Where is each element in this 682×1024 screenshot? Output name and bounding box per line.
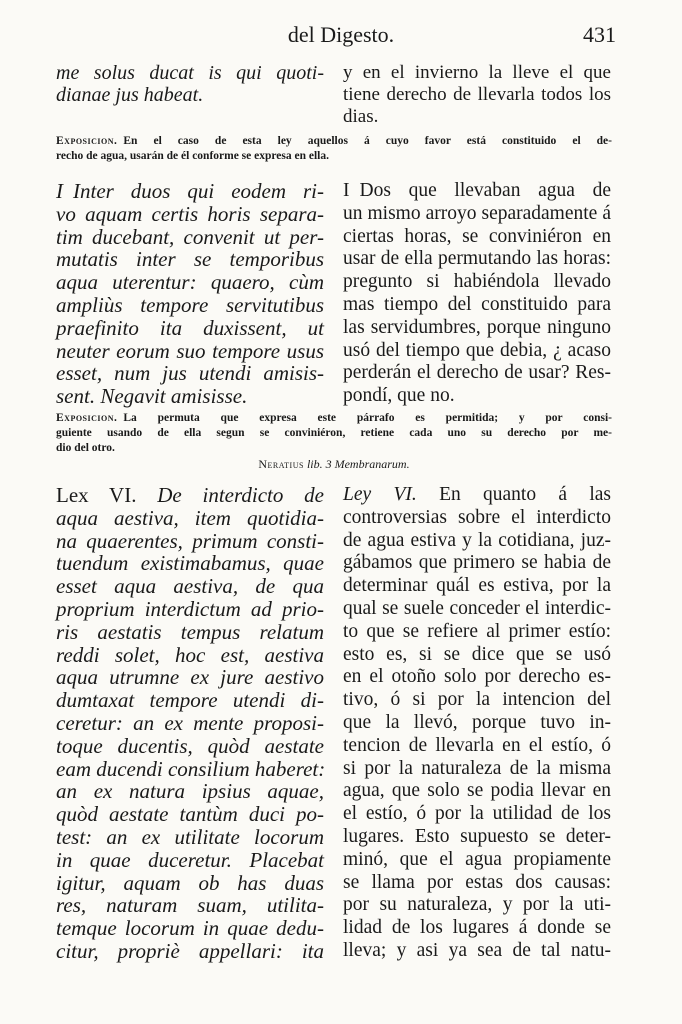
latin-line: an ex natura ipsius aquae,	[56, 779, 324, 804]
spanish-line: tivo, ó si por la intencion del	[343, 689, 611, 711]
latin-line: vo aquam certis horis separa-	[56, 201, 324, 226]
latin-column-lex-6	[56, 484, 324, 963]
latin-text	[56, 62, 324, 106]
spanish-line: de agua estiva y la cotidiana, juz-	[343, 529, 611, 551]
spanish-line: en el otoño solo por derecho es-	[343, 666, 611, 688]
latin-line: tuendum existimabamus, quae	[56, 551, 324, 576]
spanish-line: lleva; y asi ya sea de tal natu-	[343, 939, 611, 961]
spanish-line: pregunto si habiéndola llevado	[343, 271, 611, 293]
latin-line: toque ducentis, quòd aestate	[56, 733, 324, 758]
latin-line: ris aestatis tempus relatum	[56, 619, 324, 644]
exposicion-label: Exposicion.	[56, 412, 118, 424]
latin-line: proprium interdictum ad prio-	[56, 596, 324, 621]
latin-line: citur, propriè appellari: ita	[56, 938, 324, 963]
spanish-line: se llama por estas dos causas:	[343, 871, 611, 893]
spanish-line: mas tiempo del constituido para	[343, 293, 611, 315]
law-heading: Ley VI.	[343, 484, 417, 505]
spanish-line: controversias sobre el interdicto	[343, 506, 611, 528]
latin-line: aqua uterentur: quaero, cùm	[56, 270, 324, 295]
latin-line: praefinito ita duxissent, ut	[56, 315, 324, 340]
law-heading: Lex VI.	[56, 483, 137, 507]
spanish-line: to que se refiere al primer estío:	[343, 620, 611, 642]
spanish-line: minó, que el agua propiamente	[343, 848, 611, 870]
latin-line: aqua aestiva, item quotidia-	[56, 505, 324, 530]
paragraph-number: I	[343, 180, 350, 201]
spanish-text	[343, 62, 611, 129]
latin-line: na quaerentes, primum consti-	[56, 528, 324, 553]
exposicion-text: En el caso de esta ley aquellos á cuyo favor está constituido el de-	[123, 135, 612, 147]
latin-line: in quae duceretur. Placebat	[56, 847, 324, 872]
exposicion-note	[56, 411, 612, 456]
citation-work: lib. 3 Membranarum.	[306, 457, 410, 471]
latin-text: I Inter duos qui eodem ri- vo aquam certis horis separa- tim ducebant, convenit ut per- mutatis inter se temporibus aqua uterentur: quaero, cùm ampliùs tempore servitutibus praefinito ita duxissent, ut neuter eorum suo tempore usus esset, num jus utendi amisis- sent. Negavit amisisse.	[56, 179, 324, 409]
spanish-line: y en el invierno la lleve el que	[343, 62, 611, 83]
latin-column-top	[56, 62, 324, 106]
latin-line: test: an ex utilitate locorum	[56, 824, 324, 849]
latin-line: me solus ducat is qui quoti-	[56, 62, 324, 84]
spanish-line: que la llevó, porque tuvo in-	[343, 711, 611, 733]
latin-line: aqua utrumne ex jure aestivo	[56, 665, 324, 690]
latin-line: sent. Negavit amisisse.	[56, 384, 248, 409]
exposicion-text: La permuta que expresa este párrafo es permitida; y por consi-	[123, 412, 612, 424]
spanish-text: Ley VI. En quanto á las controversias sobre el interdicto de agua estiva y la cotidiana, juz- gábamos que primero se habia de determinar quál es estiva, por la qual se suele conceder el interdic- to que se refiere al primer estío: esto es, si se dice que se usó en el otoño solo por derecho es- tivo, ó si por la intencion del que la llevó, porque tuvo in- tencion de llevarla en el estío, ó si por la naturaleza de la misma agua, que solo se podia llevar en el estío, ó por la utilidad de los lugares. Esto supuesto se deter- minó, que el agua propiamente se llama por estas dos causas: por su naturaleza, y por la uti- lidad de los lugares á donde se lleva; y asi ya sea de tal natu-	[343, 484, 612, 961]
latin-line: igitur, aquam ob has duas	[56, 870, 324, 895]
latin-line: dumtaxat tempore utendi di-	[56, 688, 324, 713]
spanish-line: ciertas horas, se conviniéron en	[343, 225, 611, 247]
latin-line: res, naturam suam, utilita-	[56, 893, 324, 918]
spanish-line: lugares. Esto supuesto se deter-	[343, 825, 611, 847]
spanish-line: tencion de llevarla en el estío, ó	[343, 734, 611, 756]
latin-line: temque locorum in quae dedu-	[56, 916, 324, 941]
latin-line: dianae jus habeat.	[56, 84, 204, 107]
spanish-line: lidad de los lugares á donde se	[343, 917, 611, 939]
spanish-line: tiene derecho de llevarla todos los	[343, 84, 611, 106]
latin-text: Lex VI. De interdicto de aqua aestiva, item quotidia- na quaerentes, primum consti- tuendum existimabamus, quae esset aqua aestiva, de qua proprium interdictum ad prio- ris aestatis tempus relatum reddi solet, hoc est, aestiva aqua utrumne ex jure aestivo dumtaxat tempore utendi di- ceretur: an ex mente proposi- toque ducentis, quòd aestate eam ducendi consilium haberet: an ex natura ipsius aquae, quòd aestate tantùm duci po- test: an ex utilitate locorum in quae duceretur. Placebat igitur, aquam ob has duas res, naturam suam, utilita- temque locorum in quae dedu- citur, propriè appellari: ita	[56, 483, 326, 963]
exposicion-note	[56, 134, 612, 164]
spanish-column-section-1	[343, 180, 611, 408]
latin-line: mutatis inter se temporibus	[56, 247, 324, 272]
spanish-line: esto es, si se dice que se usó	[343, 643, 611, 665]
exposicion-text: guiente usando de ella segun se conviniéron, retiene cada uno su derecho por me-	[56, 427, 612, 439]
spanish-line: agua, que solo se podia llevar en	[343, 780, 611, 802]
spanish-line: el estío, ó por la utilidad de los	[343, 803, 611, 825]
spanish-text: I Dos que llevaban agua de un mismo arroyo separadamente á ciertas horas, se conviniéron en usar de ella permutando las horas: pregunto si habiéndola llevado mas tiempo del constituido para las servidumbres, porque ninguno usó del tiempo que debia, ¿ acaso perderán el derecho de usar? Res- pondí, que no.	[343, 180, 611, 407]
page-number: 431	[583, 22, 616, 47]
citation-author: Neratius	[258, 457, 304, 471]
spanish-line: un mismo arroyo separadamente á	[343, 202, 611, 224]
latin-line: tim ducebant, convenit ut per-	[56, 224, 324, 249]
spanish-line: si por la naturaleza de la misma	[343, 757, 611, 779]
spanish-line: las servidumbres, porque ninguno	[343, 316, 611, 338]
latin-line: esset, num jus utendi amisis-	[56, 361, 324, 386]
running-title: del Digesto.	[287, 22, 395, 47]
spanish-line: dias.	[343, 106, 379, 128]
latin-line: eam ducendi consilium haberet:	[56, 756, 326, 781]
paragraph-number: I	[56, 179, 63, 203]
exposicion-text: dio del otro.	[56, 442, 115, 454]
exposicion-label: Exposicion.	[56, 135, 118, 147]
latin-line: neuter eorum suo tempore usus	[56, 338, 324, 363]
latin-column-section-1	[56, 180, 324, 408]
spanish-line: pondí, que no.	[343, 385, 455, 407]
latin-line: esset aqua aestiva, de qua	[56, 574, 324, 599]
latin-line: reddi solet, hoc est, aestiva	[56, 642, 324, 667]
source-citation	[56, 457, 612, 472]
spanish-line: usar de ella permutando las horas:	[343, 248, 611, 270]
spanish-line: perderán el derecho de usar? Res-	[343, 362, 611, 384]
spanish-line: usó del tiempo que debia, ¿ acaso	[343, 339, 611, 361]
spanish-line: determinar quál es estiva, por la	[343, 575, 611, 597]
latin-line: ampliùs tempore servitutibus	[56, 292, 324, 317]
spanish-column-top	[343, 62, 611, 129]
spanish-line: gábamos que primero se habia de	[343, 552, 611, 574]
spanish-line: qual se suele conceder el interdic-	[343, 597, 611, 619]
spanish-column-lex-6	[343, 484, 611, 963]
latin-line: quòd aestate tantùm duci po-	[56, 802, 324, 827]
spanish-line: por su naturaleza, y por la uti-	[343, 894, 611, 916]
page-header	[0, 22, 682, 52]
latin-line: ceretur: an ex mente proposi-	[56, 710, 324, 735]
exposicion-text: recho de agua, usarán de él conforme se expresa en ella.	[56, 150, 329, 162]
